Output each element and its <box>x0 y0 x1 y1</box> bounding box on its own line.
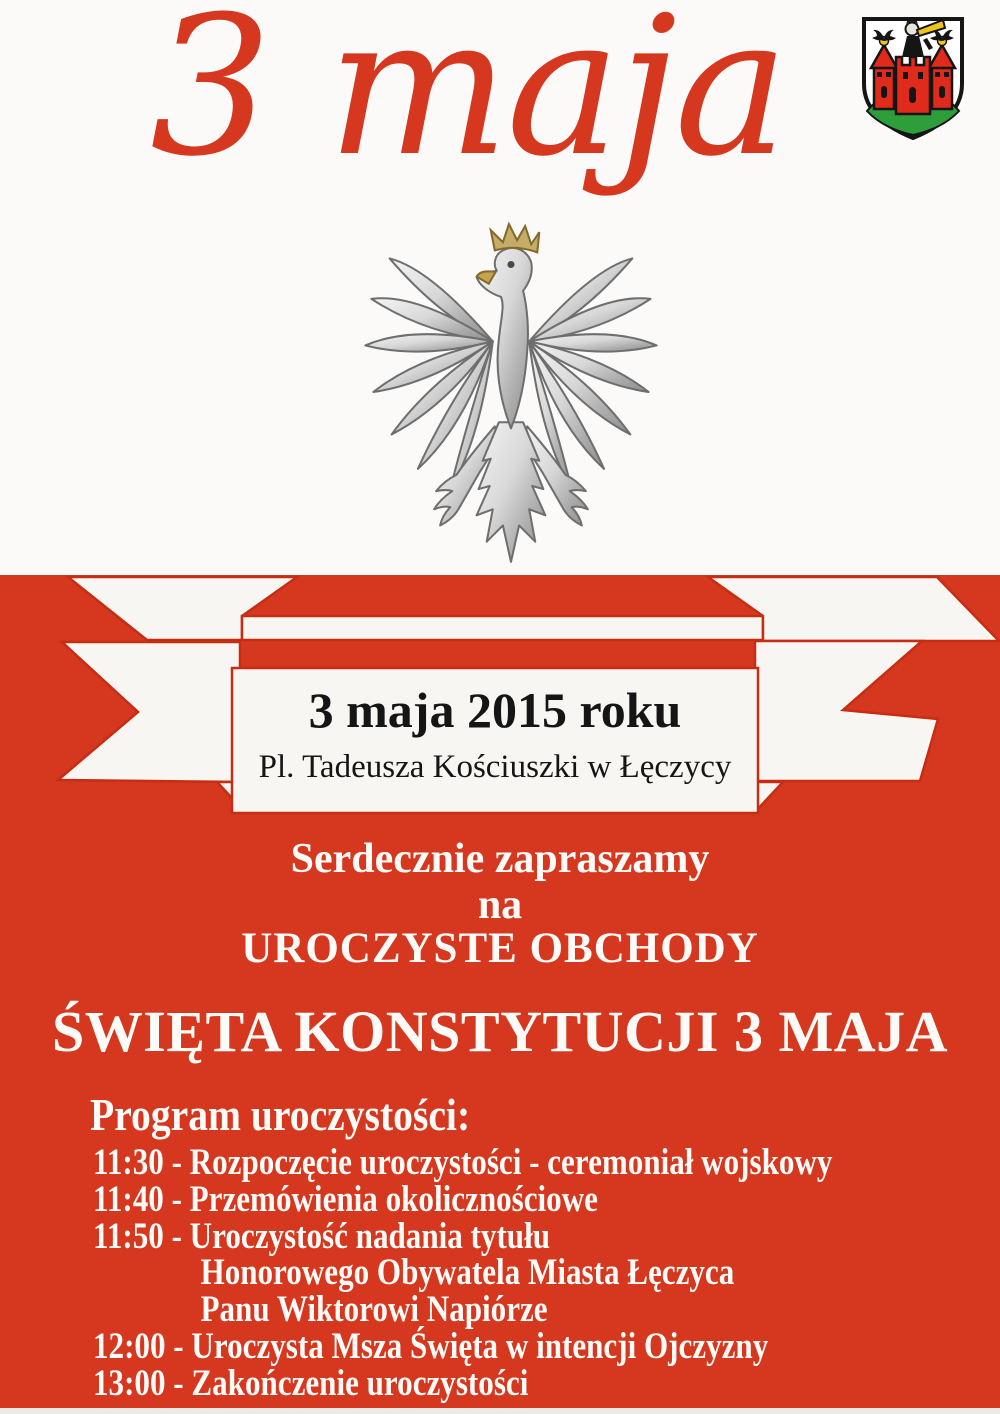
ribbon-lower-right-tail <box>755 641 938 781</box>
invitation-line-3: UROCZYSTE OBCHODY <box>241 925 759 972</box>
ribbon-upper-middle <box>242 616 763 640</box>
bottom-margin-strip <box>0 1408 1000 1414</box>
ribbon-lower-left-tail <box>58 642 240 782</box>
program-schedule <box>93 1142 1000 1404</box>
main-heading: ŚWIĘTA KONSTYTUCJI 3 MAJA <box>51 999 949 1064</box>
program-item-continuation: Panu Wiktorowi Napiórze <box>200 1289 548 1331</box>
eagle-emblem-icon <box>358 220 668 572</box>
program-item: 13:00 - Zakończenie uroczystości <box>93 1362 529 1404</box>
eagle-eye <box>507 261 514 268</box>
city-crest-icon <box>857 12 969 144</box>
program-item: 11:40 - Przemówienia okolicznościowe <box>93 1178 598 1220</box>
event-location: Pl. Tadeusza Kościuszki w Łęczycy <box>258 749 732 785</box>
crest-middle-tower <box>896 57 930 114</box>
event-date: 3 maja 2015 roku <box>308 682 682 738</box>
invitation-line-2: na <box>477 882 523 928</box>
program-item: 11:30 - Rozpoczęcie uroczystości - ceremoniał wojskowy <box>93 1142 833 1183</box>
page-title: 3 maja <box>150 0 786 199</box>
program-item: 11:50 - Uroczystość nadania tytułu <box>93 1215 551 1257</box>
eagle-crown <box>491 224 540 252</box>
program-item-continuation: Honorowego Obywatela Miasta Łęczyca <box>200 1252 735 1294</box>
invitation-line-1: Serdecznie zapraszamy <box>290 836 710 882</box>
program-item: 12:00 - Uroczysta Msza Święta w intencji Ojczyzny <box>93 1325 769 1367</box>
program-label: Program uroczystości: <box>90 1090 471 1140</box>
